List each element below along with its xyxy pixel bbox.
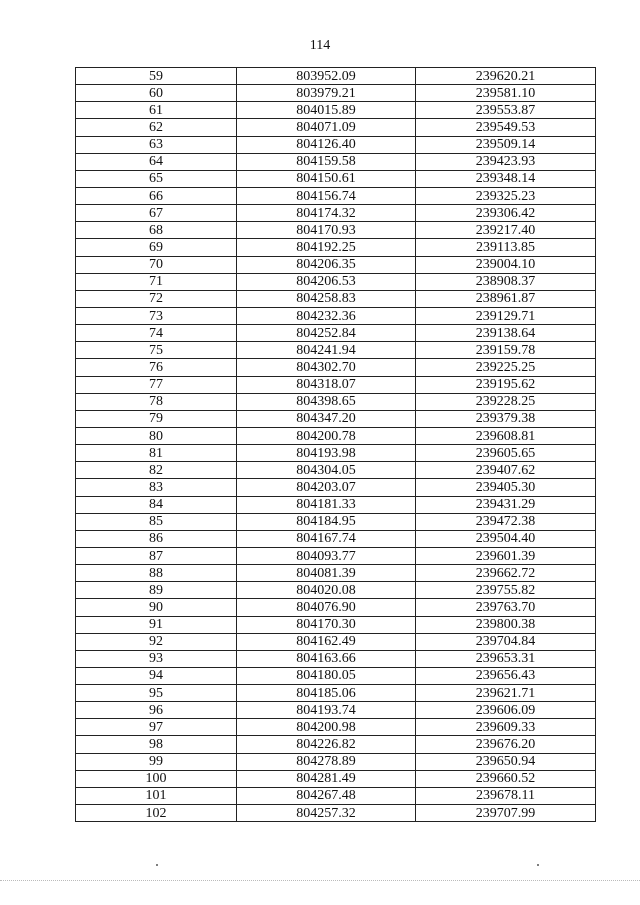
coordinates-table <box>75 67 596 822</box>
y-coordinate-cell: 239195.62 <box>416 376 596 393</box>
x-coordinate-cell: 804020.08 <box>237 582 416 599</box>
y-coordinate-cell: 239800.38 <box>416 616 596 633</box>
point-number-cell: 73 <box>76 307 237 324</box>
x-coordinate-cell: 804193.98 <box>237 445 416 462</box>
point-number-cell: 74 <box>76 325 237 342</box>
point-number-cell: 90 <box>76 599 237 616</box>
coordinates-table-body <box>76 68 596 822</box>
table-row <box>76 787 596 804</box>
x-coordinate-cell: 804281.49 <box>237 770 416 787</box>
y-coordinate-cell: 239431.29 <box>416 496 596 513</box>
x-coordinate-cell: 804241.94 <box>237 342 416 359</box>
y-coordinate-cell: 239113.85 <box>416 239 596 256</box>
table-row <box>76 633 596 650</box>
y-coordinate-cell: 239407.62 <box>416 462 596 479</box>
table-row <box>76 753 596 770</box>
y-coordinate-cell: 239609.33 <box>416 719 596 736</box>
x-coordinate-cell: 804076.90 <box>237 599 416 616</box>
y-coordinate-cell: 239225.25 <box>416 359 596 376</box>
point-number-cell: 62 <box>76 119 237 136</box>
table-row <box>76 256 596 273</box>
table-row <box>76 770 596 787</box>
point-number-cell: 67 <box>76 205 237 222</box>
point-number-cell: 95 <box>76 685 237 702</box>
y-coordinate-cell: 239228.25 <box>416 393 596 410</box>
table-row <box>76 616 596 633</box>
table-row <box>76 153 596 170</box>
table-row <box>76 496 596 513</box>
point-number-cell: 96 <box>76 702 237 719</box>
y-coordinate-cell: 239653.31 <box>416 650 596 667</box>
table-row <box>76 445 596 462</box>
x-coordinate-cell: 804257.32 <box>237 805 416 822</box>
point-number-cell: 59 <box>76 68 237 85</box>
y-coordinate-cell: 239704.84 <box>416 633 596 650</box>
x-coordinate-cell: 804150.61 <box>237 170 416 187</box>
y-coordinate-cell: 239662.72 <box>416 565 596 582</box>
x-coordinate-cell: 804206.35 <box>237 256 416 273</box>
y-coordinate-cell: 239620.21 <box>416 68 596 85</box>
x-coordinate-cell: 804226.82 <box>237 736 416 753</box>
point-number-cell: 100 <box>76 770 237 787</box>
x-coordinate-cell: 804159.58 <box>237 153 416 170</box>
y-coordinate-cell: 239581.10 <box>416 85 596 102</box>
point-number-cell: 71 <box>76 273 237 290</box>
x-coordinate-cell: 804170.93 <box>237 222 416 239</box>
x-coordinate-cell: 804347.20 <box>237 410 416 427</box>
x-coordinate-cell: 804170.30 <box>237 616 416 633</box>
y-coordinate-cell: 239660.52 <box>416 770 596 787</box>
y-coordinate-cell: 239650.94 <box>416 753 596 770</box>
point-number-cell: 99 <box>76 753 237 770</box>
table-row <box>76 719 596 736</box>
y-coordinate-cell: 239707.99 <box>416 805 596 822</box>
table-row <box>76 376 596 393</box>
point-number-cell: 77 <box>76 376 237 393</box>
y-coordinate-cell: 239509.14 <box>416 136 596 153</box>
y-coordinate-cell: 239549.53 <box>416 119 596 136</box>
y-coordinate-cell: 239656.43 <box>416 667 596 684</box>
x-coordinate-cell: 804192.25 <box>237 239 416 256</box>
y-coordinate-cell: 239423.93 <box>416 153 596 170</box>
table-row <box>76 736 596 753</box>
x-coordinate-cell: 804185.06 <box>237 685 416 702</box>
x-coordinate-cell: 804200.98 <box>237 719 416 736</box>
point-number-cell: 63 <box>76 136 237 153</box>
table-row <box>76 325 596 342</box>
y-coordinate-cell: 239608.81 <box>416 427 596 444</box>
point-number-cell: 78 <box>76 393 237 410</box>
y-coordinate-cell: 239504.40 <box>416 530 596 547</box>
x-coordinate-cell: 803952.09 <box>237 68 416 85</box>
point-number-cell: 64 <box>76 153 237 170</box>
x-coordinate-cell: 804015.89 <box>237 102 416 119</box>
y-coordinate-cell: 239004.10 <box>416 256 596 273</box>
x-coordinate-cell: 804252.84 <box>237 325 416 342</box>
point-number-cell: 79 <box>76 410 237 427</box>
point-number-cell: 75 <box>76 342 237 359</box>
y-coordinate-cell: 239472.38 <box>416 513 596 530</box>
x-coordinate-cell: 804302.70 <box>237 359 416 376</box>
table-row <box>76 273 596 290</box>
point-number-cell: 83 <box>76 479 237 496</box>
x-coordinate-cell: 804258.83 <box>237 290 416 307</box>
table-row <box>76 187 596 204</box>
point-number-cell: 94 <box>76 667 237 684</box>
table-row <box>76 479 596 496</box>
table-row <box>76 513 596 530</box>
y-coordinate-cell: 239379.38 <box>416 410 596 427</box>
scan-speck <box>537 864 539 866</box>
table-row <box>76 119 596 136</box>
y-coordinate-cell: 238961.87 <box>416 290 596 307</box>
point-number-cell: 85 <box>76 513 237 530</box>
y-coordinate-cell: 239605.65 <box>416 445 596 462</box>
point-number-cell: 61 <box>76 102 237 119</box>
point-number-cell: 84 <box>76 496 237 513</box>
y-coordinate-cell: 239138.64 <box>416 325 596 342</box>
table-row <box>76 462 596 479</box>
x-coordinate-cell: 804156.74 <box>237 187 416 204</box>
x-coordinate-cell: 804184.95 <box>237 513 416 530</box>
point-number-cell: 72 <box>76 290 237 307</box>
y-coordinate-cell: 239306.42 <box>416 205 596 222</box>
x-coordinate-cell: 804267.48 <box>237 787 416 804</box>
table-row <box>76 85 596 102</box>
table-row <box>76 702 596 719</box>
x-coordinate-cell: 804163.66 <box>237 650 416 667</box>
table-row <box>76 805 596 822</box>
point-number-cell: 91 <box>76 616 237 633</box>
point-number-cell: 92 <box>76 633 237 650</box>
point-number-cell: 68 <box>76 222 237 239</box>
y-coordinate-cell: 239606.09 <box>416 702 596 719</box>
x-coordinate-cell: 804304.05 <box>237 462 416 479</box>
x-coordinate-cell: 804167.74 <box>237 530 416 547</box>
point-number-cell: 70 <box>76 256 237 273</box>
y-coordinate-cell: 239763.70 <box>416 599 596 616</box>
y-coordinate-cell: 239348.14 <box>416 170 596 187</box>
point-number-cell: 97 <box>76 719 237 736</box>
table-row <box>76 290 596 307</box>
table-row <box>76 239 596 256</box>
x-coordinate-cell: 804081.39 <box>237 565 416 582</box>
table-row <box>76 102 596 119</box>
scan-speck <box>156 864 158 866</box>
y-coordinate-cell: 239553.87 <box>416 102 596 119</box>
table-row <box>76 170 596 187</box>
point-number-cell: 81 <box>76 445 237 462</box>
x-coordinate-cell: 804193.74 <box>237 702 416 719</box>
point-number-cell: 66 <box>76 187 237 204</box>
point-number-cell: 69 <box>76 239 237 256</box>
point-number-cell: 82 <box>76 462 237 479</box>
table-row <box>76 599 596 616</box>
table-row <box>76 547 596 564</box>
y-coordinate-cell: 239755.82 <box>416 582 596 599</box>
scan-edge-line <box>0 880 640 881</box>
table-row <box>76 342 596 359</box>
y-coordinate-cell: 239325.23 <box>416 187 596 204</box>
point-number-cell: 76 <box>76 359 237 376</box>
y-coordinate-cell: 238908.37 <box>416 273 596 290</box>
table-row <box>76 205 596 222</box>
table-row <box>76 410 596 427</box>
table-row <box>76 222 596 239</box>
x-coordinate-cell: 804200.78 <box>237 427 416 444</box>
x-coordinate-cell: 804162.49 <box>237 633 416 650</box>
table-row <box>76 359 596 376</box>
x-coordinate-cell: 804180.05 <box>237 667 416 684</box>
point-number-cell: 102 <box>76 805 237 822</box>
table-row <box>76 685 596 702</box>
point-number-cell: 98 <box>76 736 237 753</box>
table-row <box>76 667 596 684</box>
table-row <box>76 136 596 153</box>
point-number-cell: 80 <box>76 427 237 444</box>
x-coordinate-cell: 804278.89 <box>237 753 416 770</box>
page-number: 114 <box>309 38 331 53</box>
point-number-cell: 65 <box>76 170 237 187</box>
point-number-cell: 86 <box>76 530 237 547</box>
table-row <box>76 530 596 547</box>
x-coordinate-cell: 804206.53 <box>237 273 416 290</box>
point-number-cell: 88 <box>76 565 237 582</box>
table-row <box>76 307 596 324</box>
x-coordinate-cell: 804174.32 <box>237 205 416 222</box>
y-coordinate-cell: 239159.78 <box>416 342 596 359</box>
x-coordinate-cell: 803979.21 <box>237 85 416 102</box>
y-coordinate-cell: 239676.20 <box>416 736 596 753</box>
x-coordinate-cell: 804071.09 <box>237 119 416 136</box>
x-coordinate-cell: 804181.33 <box>237 496 416 513</box>
y-coordinate-cell: 239601.39 <box>416 547 596 564</box>
y-coordinate-cell: 239405.30 <box>416 479 596 496</box>
table-row <box>76 650 596 667</box>
point-number-cell: 87 <box>76 547 237 564</box>
table-row <box>76 582 596 599</box>
x-coordinate-cell: 804318.07 <box>237 376 416 393</box>
table-row <box>76 427 596 444</box>
x-coordinate-cell: 804126.40 <box>237 136 416 153</box>
x-coordinate-cell: 804398.65 <box>237 393 416 410</box>
y-coordinate-cell: 239129.71 <box>416 307 596 324</box>
point-number-cell: 60 <box>76 85 237 102</box>
x-coordinate-cell: 804203.07 <box>237 479 416 496</box>
x-coordinate-cell: 804232.36 <box>237 307 416 324</box>
x-coordinate-cell: 804093.77 <box>237 547 416 564</box>
point-number-cell: 101 <box>76 787 237 804</box>
y-coordinate-cell: 239217.40 <box>416 222 596 239</box>
table-row <box>76 68 596 85</box>
point-number-cell: 89 <box>76 582 237 599</box>
point-number-cell: 93 <box>76 650 237 667</box>
table-row <box>76 393 596 410</box>
y-coordinate-cell: 239678.11 <box>416 787 596 804</box>
table-row <box>76 565 596 582</box>
y-coordinate-cell: 239621.71 <box>416 685 596 702</box>
